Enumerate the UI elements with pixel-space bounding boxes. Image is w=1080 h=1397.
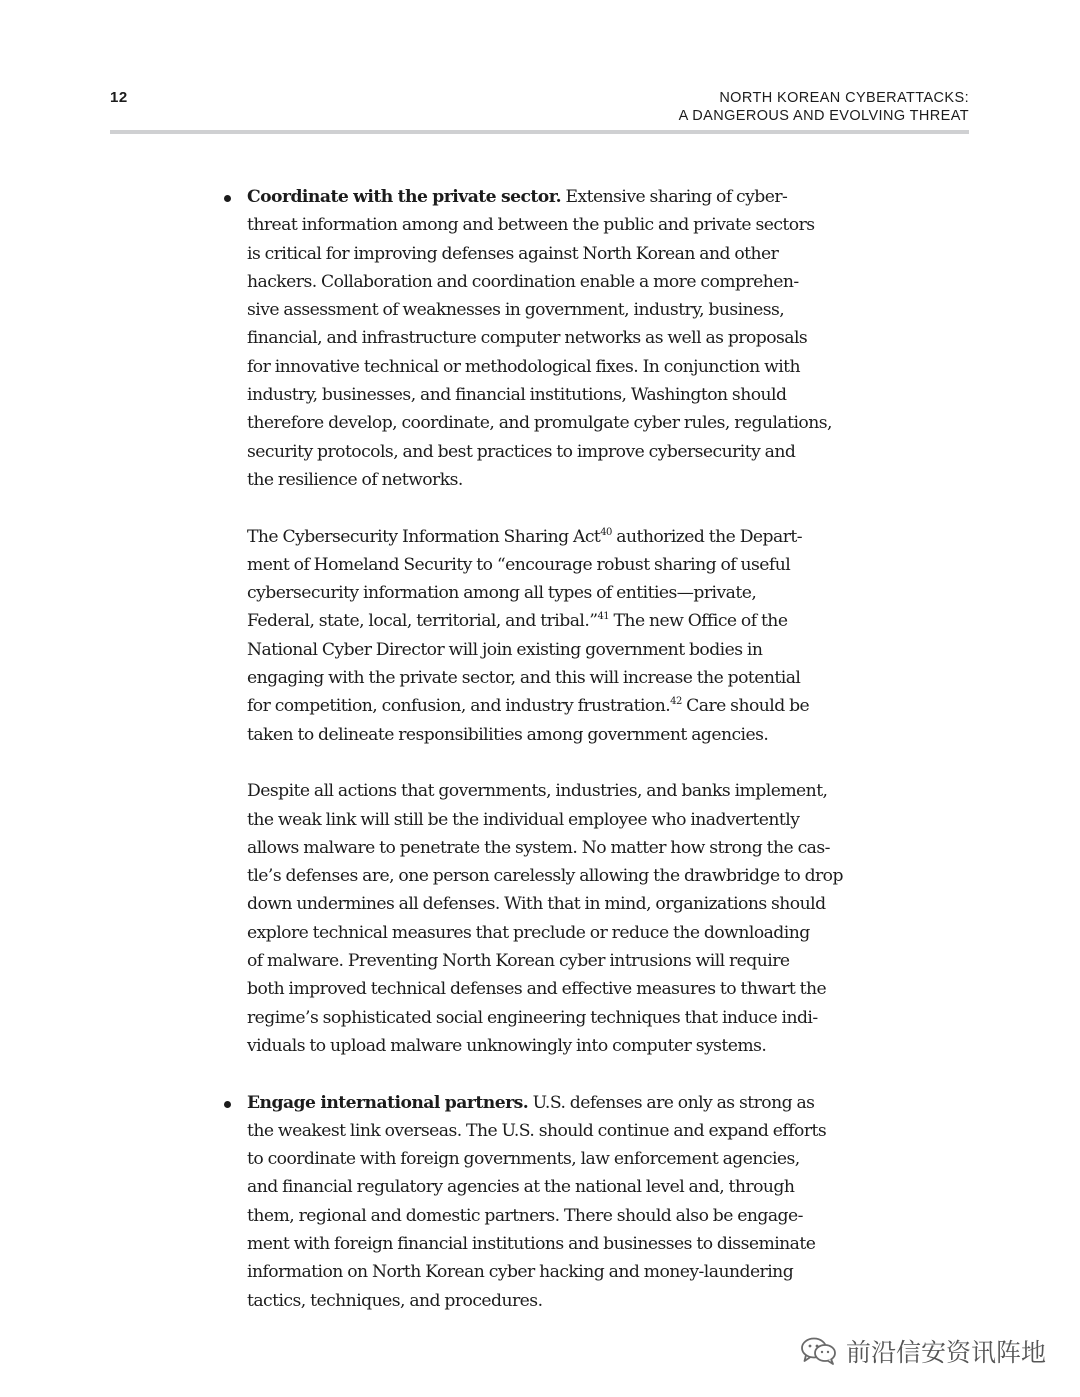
text-line: threat information among and between the public and private sectors (247, 215, 815, 236)
bullet-paragraph-international-partners (247, 1089, 872, 1315)
paragraph-weak-link (247, 777, 872, 1060)
running-head-line-2: A DANGEROUS AND EVOLVING THREAT (678, 108, 969, 124)
text-line: for innovative technical or methodological fixes. In conjunction with (247, 356, 801, 377)
text-line: information on North Korean cyber hacking and money-laundering (247, 1262, 794, 1283)
text-line: both improved technical defenses and effective measures to thwart the (247, 979, 827, 1000)
text-line: industry, businesses, and financial institutions, Washington should (247, 385, 787, 406)
text-line: taken to delineate responsibilities among government agencies. (247, 724, 769, 745)
text-line: Coordinate with the private sector. Extensive sharing of cyber- (247, 187, 788, 207)
text-line: is critical for improving defenses against North Korean and other (247, 243, 779, 264)
text-line: engaging with the private sector, and this will increase the potential (247, 668, 801, 689)
running-head (679, 89, 969, 125)
text-line: to coordinate with foreign governments, law enforcement agencies, (247, 1149, 800, 1170)
body-text (247, 183, 872, 1343)
text-line: regime’s sophisticated social engineering techniques that induce indi- (247, 1007, 818, 1028)
text-line: the resilience of networks. (247, 469, 463, 490)
wechat-watermark (800, 1333, 1046, 1369)
text-line: hackers. Collaboration and coordination enable a more comprehen- (247, 271, 799, 292)
header-divider (110, 130, 969, 134)
bullet-lead: Engage international partners. (247, 1092, 529, 1113)
running-head-line-1: NORTH KOREAN CYBERATTACKS: (719, 90, 969, 106)
text-line: Despite all actions that governments, industries, and banks implement, (247, 781, 828, 802)
text-line: sive assessment of weaknesses in government, industry, business, (247, 300, 785, 321)
text-line: for competition, confusion, and industry frustration.$^{42}$ Care should be (247, 696, 810, 717)
text-line: tle’s defenses are, one person carelessly allowing the drawbridge to drop (247, 866, 843, 887)
text-line: down undermines all defenses. With that in mind, organizations should (247, 894, 826, 915)
text-line: allows malware to penetrate the system. No matter how strong the cas- (247, 837, 830, 858)
text-line: National Cyber Director will join existing government bodies in (247, 639, 763, 660)
text-line: financial, and infrastructure computer networks as well as proposals (247, 328, 808, 349)
bullet-lead: Coordinate with the private sector. (247, 187, 562, 207)
footnote-ref[interactable]: 42 (670, 696, 682, 708)
text-line: and financial regulatory agencies at the national level and, through (247, 1177, 795, 1198)
text-line: of malware. Preventing North Korean cyber intrusions will require (247, 951, 790, 972)
text-line: ment with foreign financial institutions and businesses to disseminate (247, 1233, 816, 1254)
wechat-icon (800, 1336, 838, 1366)
text-line: explore technical measures that preclude or reduce the downloading (247, 922, 810, 943)
text-line: Federal, state, local, territorial, and tribal.”$^{41}$ The new Office of the (247, 611, 788, 632)
page-number: 12 (110, 89, 128, 106)
text-line: the weakest link overseas. The U.S. should continue and expand efforts (247, 1120, 827, 1141)
text-line: Engage international partners. U.S. defenses are only as strong as (247, 1092, 815, 1113)
text-line: therefore develop, coordinate, and promulgate cyber rules, regulations, (247, 413, 832, 434)
text-line: security protocols, and best practices to improve cybersecurity and (247, 441, 796, 462)
text-line: cybersecurity information among all types of entities—private, (247, 583, 757, 604)
text-line: The Cybersecurity Information Sharing Act$^{40}$ authorized the Depart- (247, 526, 802, 547)
text-line: ment of Homeland Security to “encourage robust sharing of useful (247, 554, 791, 575)
text-line: them, regional and domestic partners. There should also be engage- (247, 1205, 803, 1226)
text-line: tactics, techniques, and procedures. (247, 1290, 543, 1311)
footnote-ref[interactable]: 40 (600, 526, 612, 538)
text-line: the weak link will still be the individual employee who inadvertently (247, 809, 800, 830)
paragraph-cisa (247, 523, 872, 749)
watermark-text: 前沿信安资讯阵地 (845, 1338, 1046, 1367)
footnote-ref[interactable]: 41 (597, 611, 610, 623)
bullet-paragraph-private-sector (247, 183, 872, 494)
text-line: viduals to upload malware unknowingly into computer systems. (247, 1035, 767, 1056)
